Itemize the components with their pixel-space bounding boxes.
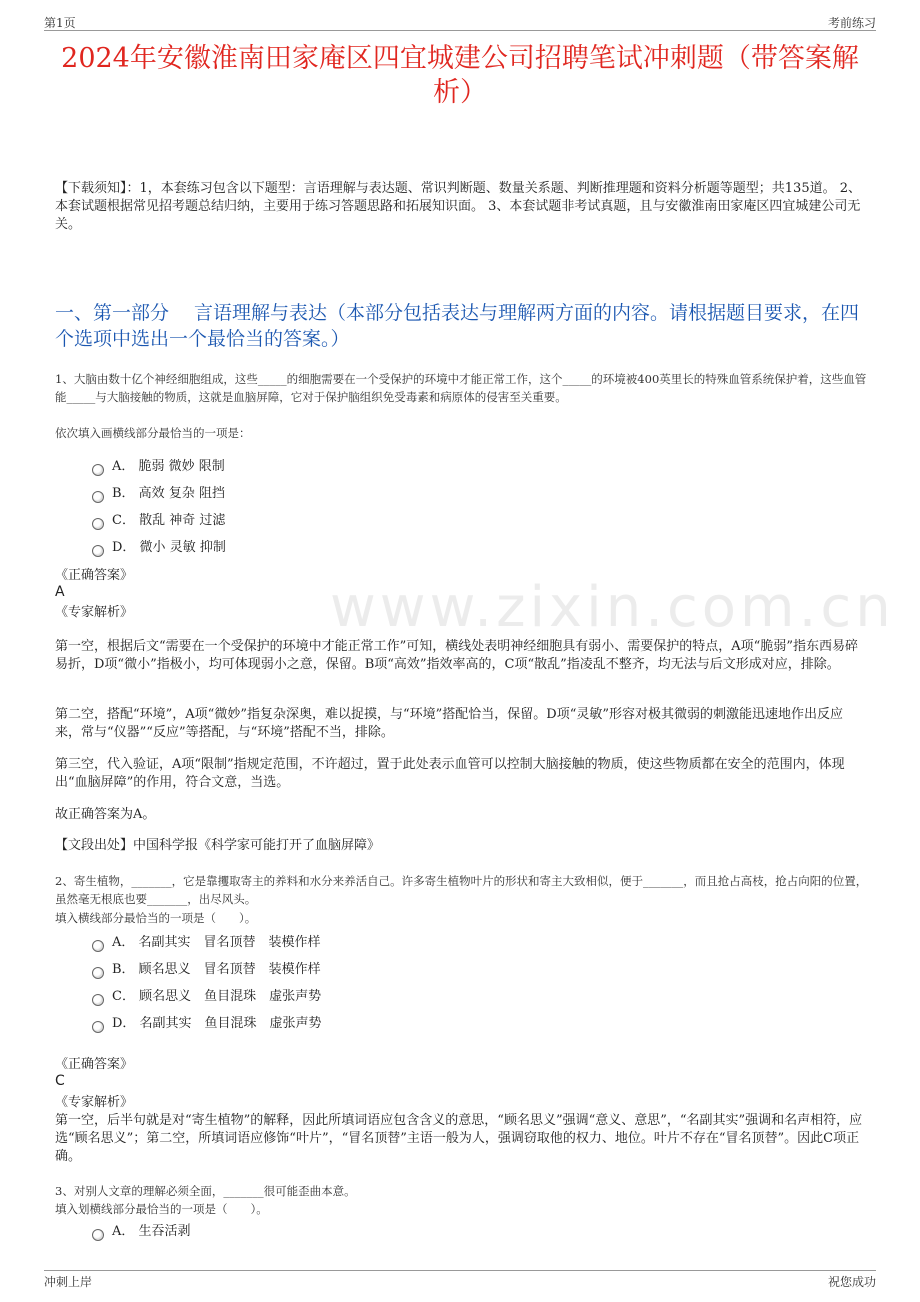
q1-option-a[interactable]: A． 脆弱 微妙 限制 (92, 458, 225, 476)
radio-icon[interactable] (92, 940, 104, 952)
q2-prompt: 填入横线部分最恰当的一项是（ ）。 (55, 911, 257, 925)
q1-source: 【文段出处】中国科学报《科学家可能打开了血脑屏障》 (55, 838, 381, 853)
q1-option-d[interactable]: D． 微小 灵敏 抑制 (92, 539, 226, 557)
q1-answer: A (55, 584, 65, 600)
q2-option-c[interactable]: C． 顾名思义 鱼目混珠 虚张声势 (92, 988, 321, 1006)
radio-icon[interactable] (92, 464, 104, 476)
q1-analysis-label: 《专家解析》 (55, 605, 134, 620)
q2-option-a[interactable]: A． 名副其实 冒名顶替 装模作样 (92, 934, 321, 952)
q1-analysis-1: 第一空，根据后文“需要在一个受保护的环境中才能正常工作”可知，横线处表明神经细胞具有弱小、需要保护的特点，A项“脆弱”指东西易碎易折，D项“微小”指极小，均可体现弱小之意，保留。B项“高效”指效率高的，C项“散乱”指凌乱不整齐，均无法与后文形成对应，排除。 (55, 639, 858, 672)
q1-stem: 1、大脑由数十亿个神经细胞组成，这些_____的细胞需要在一个受保护的环境中才能正常工作，这个_____的环境被400英里长的特殊血管系统保护着，这些血管能_____与大脑接触的物质，这就是血脑屏障，它对于保护脑组织免受毒素和病原体的侵害至关重要。 (55, 372, 867, 404)
section-title: 一、第一部分 言语理解与表达（本部分包括表达与理解两方面的内容。请根据题目要求，在四个选项中选出一个最恰当的答案。） (55, 302, 860, 350)
page-header (44, 12, 876, 31)
page-footer (44, 1270, 876, 1289)
footer-left: 冲刺上岸 (44, 1275, 93, 1289)
q2-option-d[interactable]: D． 名副其实 鱼目混珠 虚张声势 (92, 1015, 322, 1033)
page-number: 第1页 (44, 16, 76, 30)
q2-option-b[interactable]: B． 顾名思义 冒名顶替 装模作样 (92, 961, 321, 979)
q2-analysis-label: 《专家解析》 (55, 1095, 134, 1110)
q1-answer-label: 《正确答案》 (55, 568, 134, 583)
radio-icon[interactable] (92, 545, 104, 557)
q1-analysis-2: 第二空，搭配“环境”，A项“微妙”指复杂深奥，难以捉摸，与“环境”搭配恰当，保留。D项“灵敏”形容对极其微弱的刺激能迅速地作出反应来，常与“仪器”“反应”等搭配，与“环境”搭配不当，排除。 (55, 707, 843, 740)
q2-stem: 2、寄生植物，_______，它是靠攫取寄主的养料和水分来养活自己。许多寄生植物叶片的形状和寄主大致相似，便于_______，而且抢占高枝，抢占向阳的位置，虽然毫无根底也要_______，出尽风头。 (55, 874, 868, 906)
radio-icon[interactable] (92, 518, 104, 530)
radio-icon[interactable] (92, 994, 104, 1006)
radio-icon[interactable] (92, 491, 104, 503)
q1-prompt: 依次填入画横线部分最恰当的一项是： (55, 426, 251, 440)
watermark: www.zixin.com.cn (330, 575, 895, 640)
q2-answer-label: 《正确答案》 (55, 1057, 134, 1072)
radio-icon[interactable] (92, 967, 104, 979)
q1-option-c[interactable]: C． 散乱 神奇 过滤 (92, 512, 225, 530)
q3-stem: 3、对别人文章的理解必须全面，_______很可能歪曲本意。 (55, 1184, 356, 1198)
q3-option-a[interactable]: A． 生吞活剥 (92, 1223, 191, 1241)
footer-right: 祝您成功 (827, 1275, 876, 1289)
radio-icon[interactable] (92, 1021, 104, 1033)
q2-analysis: 第一空，后半句就是对“寄生植物”的解释，因此所填词语应包含含义的意思，“顾名思义”强调“意义、意思”，“名副其实”强调和名声相符，应选“顾名思义”；第二空，所填词语应修饰“叶片”，“冒名顶替”主语一般为人，强调窃取他的权力、地位。叶片不存在“冒名顶替”。因此C项正确。 (55, 1113, 863, 1164)
document-title: 2024年安徽淮南田家庵区四宜城建公司招聘笔试冲刺题（带答案解析） (61, 43, 859, 108)
q1-option-b[interactable]: B． 高效 复杂 阻挡 (92, 485, 225, 503)
q1-analysis-4: 故正确答案为A。 (55, 807, 156, 822)
q3-prompt: 填入划横线部分最恰当的一项是（ ）。 (55, 1202, 268, 1216)
q1-analysis-3: 第三空，代入验证，A项“限制”指规定范围，不许超过，置于此处表示血管可以控制大脑接触的物质，使这些物质都在安全的范围内，体现出“血脑屏障”的作用，符合文意，当选。 (55, 757, 845, 790)
radio-icon[interactable] (92, 1229, 104, 1241)
header-tag: 考前练习 (827, 16, 876, 30)
q2-answer: C (55, 1073, 65, 1089)
download-notice: 【下载须知】：1，本套练习包含以下题型：言语理解与表达题、常识判断题、数量关系题、判断推理题和资料分析题等题型；共135道。 2、本套试题根据常见招考题总结归纳，主要用于练习答题思路和拓展知识面。 3、本套试题非考试真题，且与安徽淮南田家庵区四宜城建公司无关。 (55, 181, 861, 232)
